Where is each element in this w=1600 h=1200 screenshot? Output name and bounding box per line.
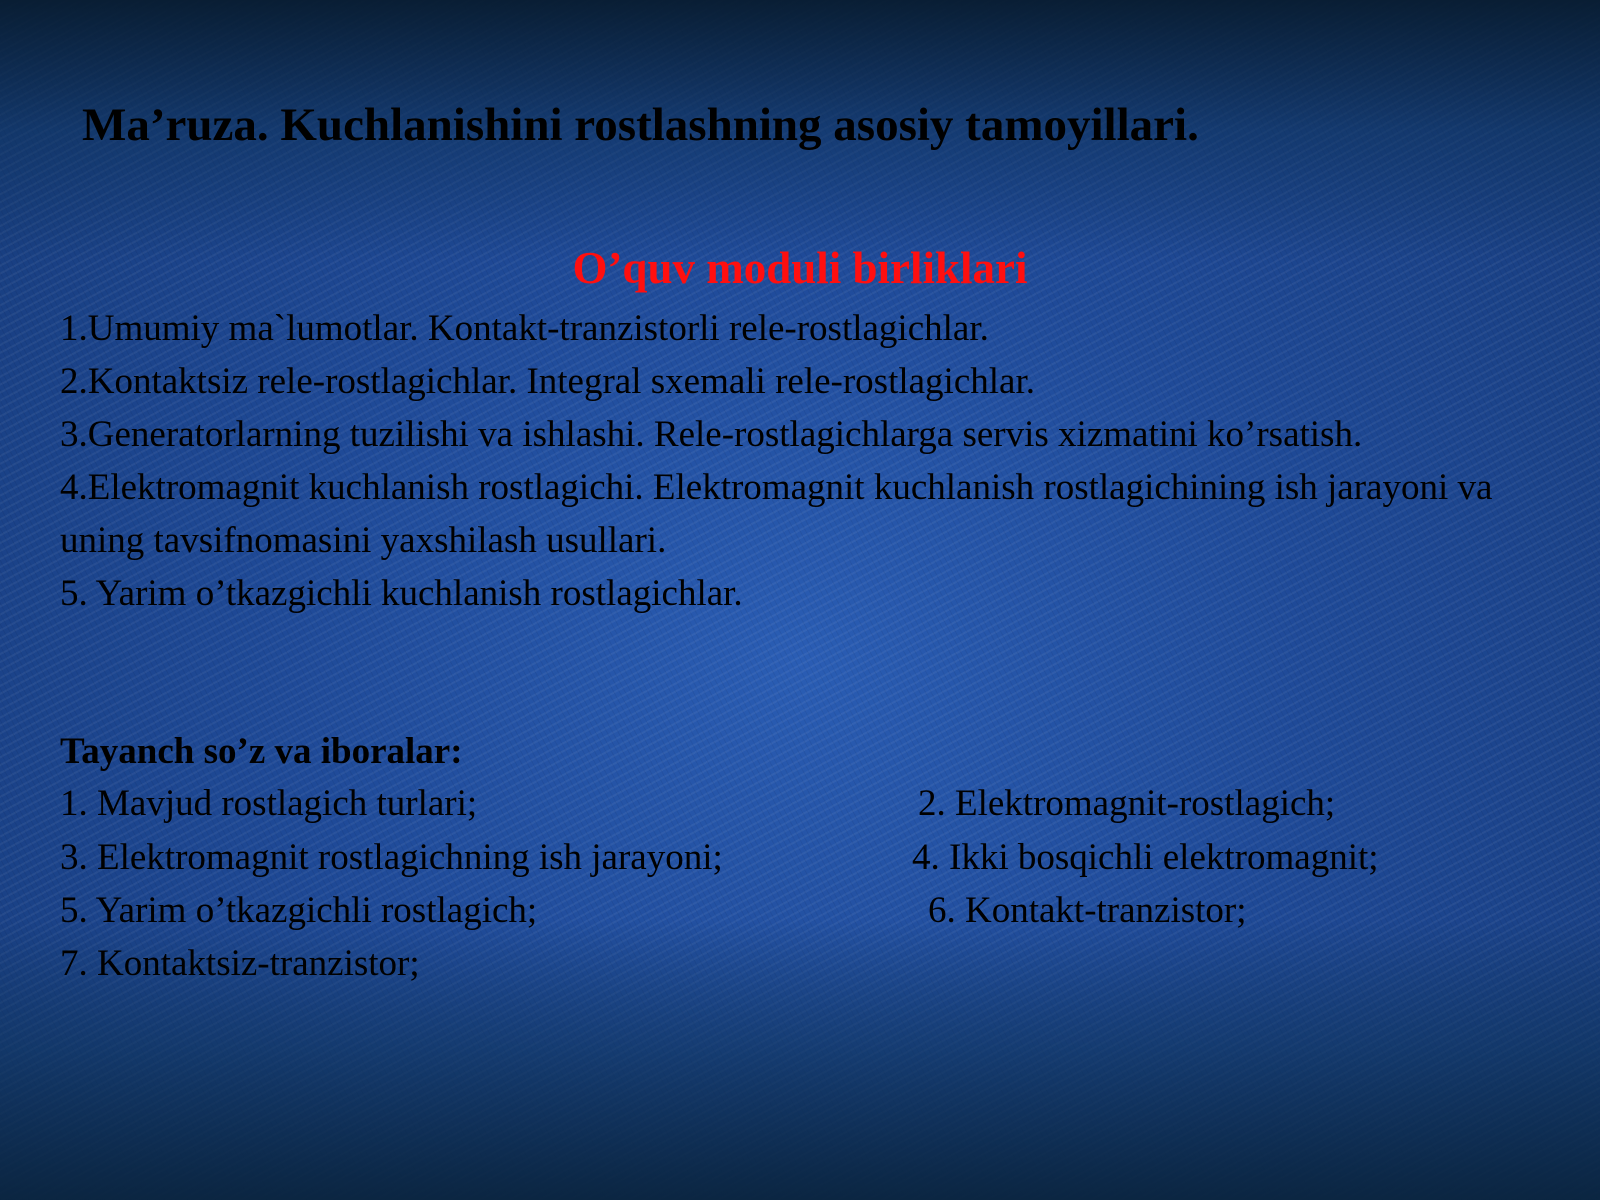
keyword-item: 5. Yarim o’tkazgichli rostlagich; — [60, 890, 538, 931]
module-unit-item: 3.Generatorlarning tuzilishi va ishlashi. Rele-rostlagichlarga servis xizmatini ko’rsatish. — [60, 414, 1363, 455]
keyword-item: 1. Mavjud rostlagich turlari; — [60, 783, 478, 824]
keyword-item: 6. Kontakt-tranzistor; — [928, 890, 1247, 931]
keywords-heading: Tayanch so’z va iboralar: — [60, 731, 463, 772]
keyword-item: 4. Ikki bosqichli elektromagnit; — [912, 837, 1379, 878]
module-unit-item: 1.Umumiy ma`lumotlar. Kontakt-tranzistorli rele-rostlagichlar. — [60, 308, 989, 349]
module-unit-item: 5. Yarim o’tkazgichli kuchlanish rostlagichlar. — [60, 573, 743, 614]
keyword-item: 7. Kontaktsiz-tranzistor; — [60, 943, 420, 984]
keyword-item: 2. Elektromagnit-rostlagich; — [918, 783, 1336, 824]
module-unit-item: 4.Elektromagnit kuchlanish rostlagichi. Elektromagnit kuchlanish rostlagichining ish jarayoni va uning tavsifnomasini yaxshilash usullari. — [60, 467, 1493, 561]
slide-subtitle: O’quv moduli birliklari — [572, 243, 1028, 293]
module-units-list — [60, 302, 1550, 620]
module-unit-item: 2.Kontaktsiz rele-rostlagichlar. Integral sxemali rele-rostlagichlar. — [60, 361, 1035, 402]
slide-title: Ma’ruza. Kuchlanishini rostlashning asosiy tamoyillari. — [82, 99, 1199, 151]
keyword-item: 3. Elektromagnit rostlagichning ish jarayoni; — [60, 837, 723, 878]
